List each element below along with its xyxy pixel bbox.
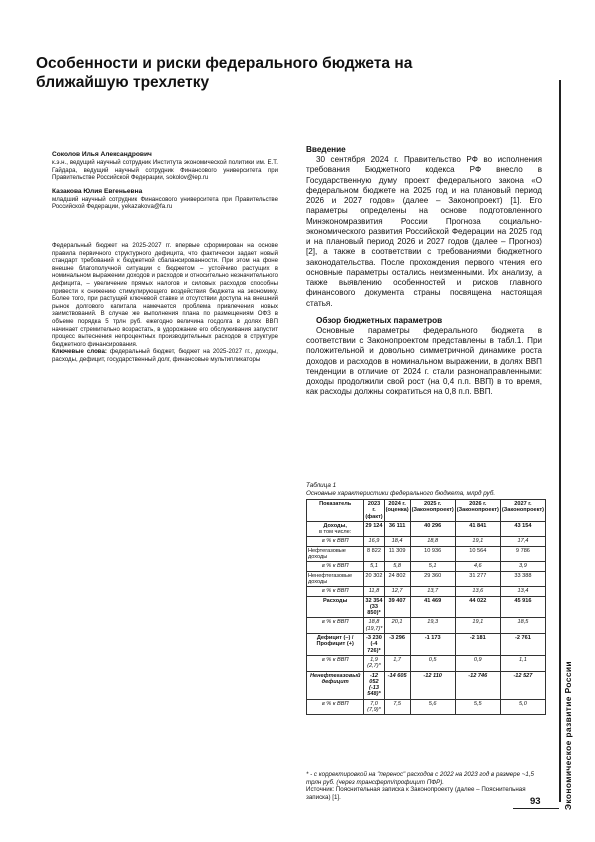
table-cell: 1,1 (500, 655, 545, 671)
table-row (307, 596, 546, 618)
table-header: 2026 г. (Законопроект) (455, 500, 500, 522)
journal-name: Экономическое развитие России (563, 661, 573, 810)
table-row (307, 671, 546, 699)
table-cell: 19,3 (410, 618, 455, 634)
row-label (307, 587, 364, 596)
table-cell: 18,4 (384, 537, 410, 546)
table-cell: 40 296 (410, 521, 455, 537)
table-caption (306, 482, 552, 497)
row-label-text: в % к ВВП (321, 563, 349, 570)
table-cell: 41 469 (410, 596, 455, 618)
table-cell: 5,1 (364, 562, 384, 571)
row-label (307, 596, 364, 618)
table-cell: 36 111 (384, 521, 410, 537)
table-cell: 0,9 (455, 655, 500, 671)
table-cell: 10 564 (455, 546, 500, 562)
table-caption-label: Таблица 1 (306, 482, 337, 489)
table-row (307, 562, 546, 571)
table-cell: 20,1 (384, 618, 410, 634)
row-label (307, 618, 364, 634)
main-column (306, 145, 542, 398)
table-cell: 33 388 (500, 571, 545, 587)
table-cell: 31 277 (455, 571, 500, 587)
row-label (307, 521, 364, 537)
table-row (307, 655, 546, 671)
table-header: 2024 г. (оценка) (384, 500, 410, 522)
table-cell: -2 761 (500, 634, 545, 656)
author-name: Казакова Юлия Евгеньевна (52, 187, 143, 195)
table-notes (306, 771, 548, 801)
row-label-text: Ненефтегазовый дефицит (309, 672, 361, 685)
row-label-text: в % к ВВП (321, 538, 349, 545)
table-cell: 1,7 (384, 655, 410, 671)
author-name: Соколов Илья Александрович (52, 151, 152, 158)
table-cell: 3,9 (500, 562, 545, 571)
table-cell: 1,9 (2,7)* (364, 655, 384, 671)
table-cell: 18,5 (500, 618, 545, 634)
table-row (307, 699, 546, 715)
table-cell: 0,5 (410, 655, 455, 671)
row-label (307, 634, 364, 656)
row-label (307, 537, 364, 546)
table-cell: -12 746 (455, 671, 500, 699)
table-cell: -2 181 (455, 634, 500, 656)
table-row (307, 546, 546, 562)
row-label-text: в % к ВВП (321, 588, 349, 595)
table-cell: 12,7 (384, 587, 410, 596)
row-label (307, 571, 364, 587)
table-header: 2025 г. (Законопроект) (410, 500, 455, 522)
table-cell: -3 230 (-4 726)* (364, 634, 384, 656)
row-label-text: Доходы, (323, 522, 347, 529)
row-label-text: в % к ВВП (321, 619, 349, 626)
table-cell: 9 786 (500, 546, 545, 562)
page-number-rule (513, 808, 559, 809)
row-label (307, 699, 364, 715)
table-footnote: * - с корректировкой на "перенос" расходов с 2022 на 2023 год в размере ~1,5 трлн руб. (через трансферт/профицит ПФР). (306, 771, 534, 786)
table-cell: 39 407 (384, 596, 410, 618)
row-sublabel: в том числе: (319, 529, 352, 536)
row-label-text: в % к ВВП (321, 656, 349, 663)
row-label (307, 655, 364, 671)
table-cell: 20 302 (364, 571, 384, 587)
table-source: Источник: Пояснительная записка к Законопроекту (далее – Пояснительная записка) [1]. (306, 786, 526, 801)
row-label-text: Нефтегазовые доходы (308, 547, 346, 561)
keywords (52, 348, 278, 363)
table-row (307, 618, 546, 634)
table-cell: -1 173 (410, 634, 455, 656)
author-affiliation: младший научный сотрудник Финансового университета при Правительстве Российской Федерации, yekazakova@fa.ru (52, 195, 278, 211)
article-title: Особенности и риски федерального бюджета на ближайшую трехлетку (36, 55, 413, 91)
table-row (307, 521, 546, 537)
table-body (307, 521, 546, 714)
table-cell: 29 124 (364, 521, 384, 537)
row-label-text: в % к ВВП (321, 700, 349, 707)
author-affiliation: к.э.н., ведущий научный сотрудник Института экономической политики им. Е.Т. Гайдара, ведущий научный сотрудник Финансового университета при Правительстве Российской Федерации, sokolov@iep.ru (52, 159, 278, 182)
table-cell: 19,1 (455, 537, 500, 546)
table-cell: -12 052 (-13 548)* (364, 671, 384, 699)
table-cell: 5,1 (410, 562, 455, 571)
table-cell: -12 110 (410, 671, 455, 699)
table-row (307, 537, 546, 546)
table-cell: 45 916 (500, 596, 545, 618)
row-label-text: Расходы (322, 597, 348, 604)
table-cell: 10 936 (410, 546, 455, 562)
keywords-label: Ключевые слова: (52, 348, 107, 356)
journal-side-label (563, 580, 581, 810)
keywords-text: федеральный бюджет, бюджет на 2025-2027 гг., доходы, расходы, дефицит, государственный долг, финансовые мультипликаторы (52, 348, 278, 363)
table-header-row (307, 500, 546, 522)
table-cell: 24 802 (384, 571, 410, 587)
row-label-text: Ненефтегазовые доходы (308, 572, 353, 585)
row-label (307, 671, 364, 699)
row-label (307, 562, 364, 571)
table-header: 2027 г. (Законопроект) (500, 500, 545, 522)
table-row (307, 634, 546, 656)
table-cell: 18,8 (19,7)* (365, 619, 383, 632)
table-cell: 5,8 (384, 562, 410, 571)
table-cell: 29 360 (410, 571, 455, 587)
section-text-overview: Основные параметры федерального бюджета в соответствии с Законопроектом представлены в табл.1. При положительной и довольно симметричной динамике роста доходов и расходов в номинальном выражении, в долях ВВП тенденции в отличие от 2024 г. стали разнонаправленными: доходы продолжили свой рост (на 0,4 п.п. ВВП) в то время, как расходы должны сократиться на 0,8 п.п. ВВП. (306, 325, 542, 397)
table-cell: 5,6 (410, 699, 455, 715)
table-cell: 11,8 (364, 587, 384, 596)
table-cell: -12 527 (500, 671, 545, 699)
section-text-intro: 30 сентября 2024 г. Правительство РФ во исполнения требования Бюджетного кодекса РФ внесло в Государственную думу проект федерального закона «О федеральном бюджете на 2025 год и на плановый период 2026 и 2027 годов» (далее – Законопроект) [1]. Его параметры определены на основе подготовленного Минэкономразвития России Прогноза социально-экономического развития Российской Федерации на 2025 год и на плановый период 2026 и 2027 годов (далее – Прогноз) [2], а также в соответствии с требованиями бюджетного законодательства. После прохождения первого чтения его основные параметры остались неизменными. Их анализу, а также выявлению особенностей и рисков главного финансового документа страны посвящена настоящая статья. (306, 155, 542, 308)
table-cell: 4,6 (455, 562, 500, 571)
row-label (307, 546, 364, 562)
table-cell: 13,4 (500, 587, 545, 596)
table-cell: 41 841 (455, 521, 500, 537)
table-cell: 13,7 (410, 587, 455, 596)
table-row (307, 571, 546, 587)
table-cell: 44 022 (455, 596, 500, 618)
table-cell: -14 605 (384, 671, 410, 699)
table-cell: 5,5 (455, 699, 500, 715)
authors-block (52, 151, 278, 217)
row-label-text: Дефицит (–) / Профицит (+) (316, 635, 354, 648)
table-cell: 18,8 (410, 537, 455, 546)
table-cell: 19,1 (455, 618, 500, 634)
abstract (52, 242, 278, 364)
table-row (307, 587, 546, 596)
table-caption-text: Основные характеристики федерального бюджета, млрд руб. (306, 489, 496, 497)
table-cell: 32 354 (33 850)* (365, 597, 383, 617)
page-number: 93 (530, 796, 541, 807)
table-cell: 13,6 (455, 587, 500, 596)
abstract-text: Федеральный бюджет на 2025-2027 гг. впервые сформирован на основе правила первичного структурного дефицита, что фактически задает новый стандарт требований к бюджетной сбалансированности. При этом на фоне внешне благополучной ситуации с бюджетом – устойчиво растущих в номинальном выражении доходов и расходов и относительно незначительного дефицита, – увеличение прямых налогов и силовых расходов способны привести к снижению стимулирующего воздействия бюджета на экономику. Более того, при растущей ключевой ставке и отсутствии доступа на внешний рынок долгового капитала намечается проблема привлечения новых заимствований. В случае же выполнения плана по размещениям ОФЗ в объеме порядка 5 трлн руб. ежегодно величина госдолга в долях ВВП начинает стремительно возрастать, в удорожание его обслуживания запустит процесс вытеснения непроцентных производительных расходов в структуре бюджетного финансирования. (52, 242, 278, 348)
table-cell: 7,0 (7,9)* (364, 699, 384, 715)
table-header: Показатель (307, 500, 364, 522)
table-cell: 16,9 (364, 537, 384, 546)
table-cell: 17,4 (500, 537, 545, 546)
section-heading-intro: Введение (306, 145, 346, 154)
table-cell: 5,0 (500, 699, 545, 715)
table-cell: 8 822 (364, 546, 384, 562)
table-cell: -3 296 (384, 634, 410, 656)
table-cell: 11 309 (384, 546, 410, 562)
table-header: 2023 г. (факт) (365, 501, 383, 520)
budget-table (306, 499, 546, 715)
section-heading-overview: Обзор бюджетных параметров (316, 315, 443, 325)
table-cell: 7,5 (384, 699, 410, 715)
side-rule (559, 80, 561, 802)
table-cell: 43 154 (500, 521, 545, 537)
